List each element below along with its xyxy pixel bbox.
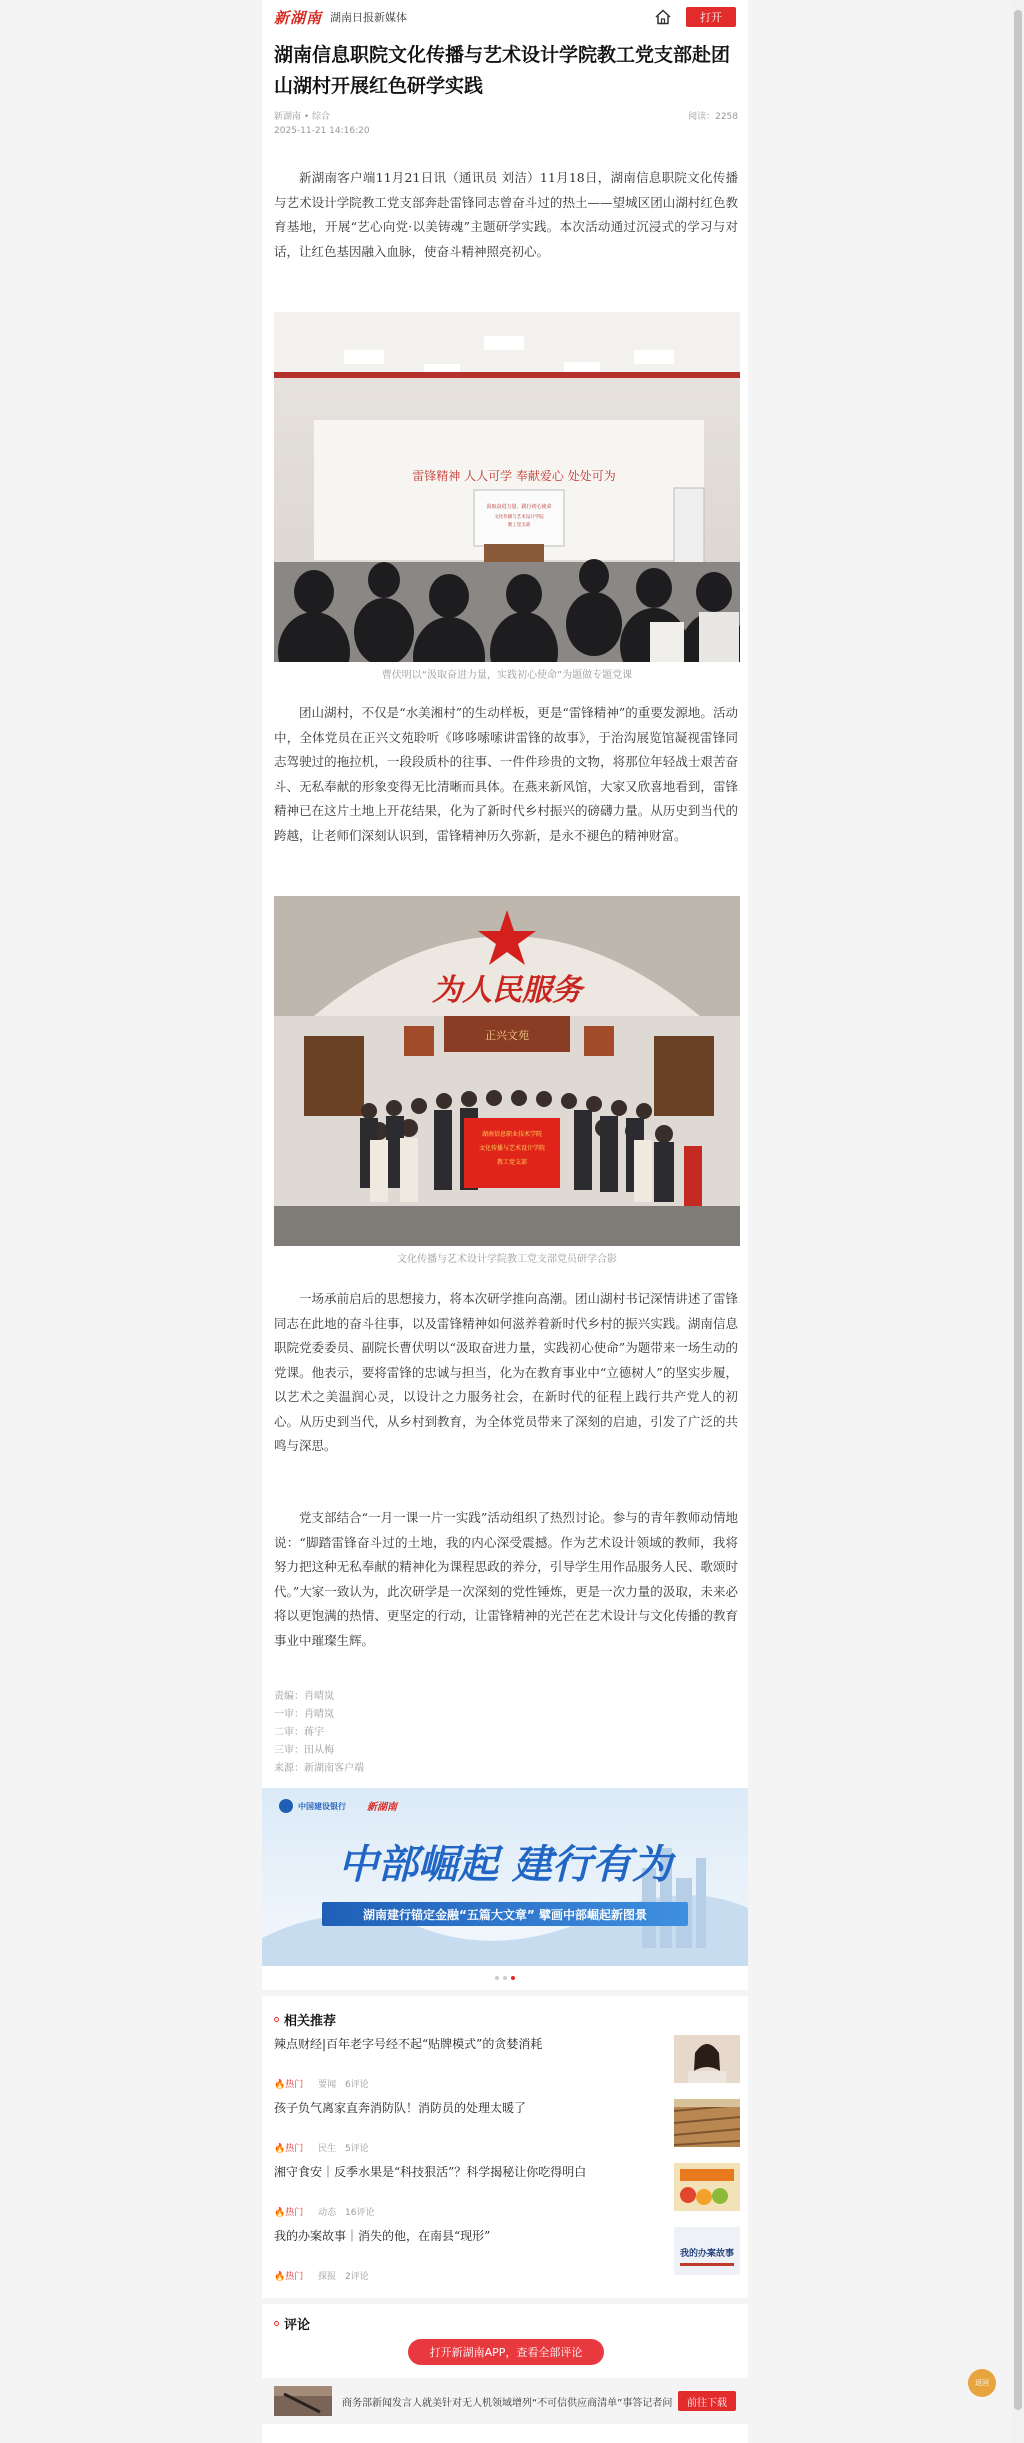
read-count: 阅读：2258 bbox=[688, 112, 738, 122]
article-page bbox=[262, 0, 748, 2443]
hot-badge: 🔥热门 bbox=[274, 2144, 304, 2154]
rec-title[interactable]: 孩子负气离家直奔消防队！消防员的处理太暖了 bbox=[274, 2101, 527, 2115]
rec-tag: 要闻 bbox=[318, 2080, 337, 2090]
article-source: 新湖南 • 综合 bbox=[274, 112, 331, 122]
article-title: 湖南信息职院文化传播与艺术设计学院教工党支部赴团山湖村开展红色研学实践 bbox=[274, 44, 731, 97]
rec-meta bbox=[274, 2205, 380, 2218]
article-paragraph: 新湖南客户端11月21日讯（通讯员 刘洁）11月18日，湖南信息职院文化传播与艺术设计学院教工党支部奔赴雷锋同志曾奋斗过的热土——望城区团山湖村红色教育基地，开展“艺心向党·以美铸魂”主题研学实践。本次活动通过沉浸式的学习与对话，让红色基因融入血脉，使奋斗精神照亮初心。 bbox=[274, 170, 738, 259]
rec-title[interactable]: 我的办案故事｜消失的他，在南县“现形” bbox=[274, 2229, 491, 2243]
credit-line: 责编：肖晴岚 bbox=[274, 1691, 334, 1702]
page-scrollbar[interactable] bbox=[1012, 0, 1024, 2443]
banner-headline: 中部崛起 建行有为 bbox=[338, 1841, 672, 1888]
wall-banner-text: 雷锋精神 人人可学 奉献爱心 处处可为 bbox=[412, 469, 616, 483]
article-paragraph: 党支部结合“一月一课一片一实践”活动组织了热烈讨论。参与的青年教师动情地说：“脚踏雷锋奋斗过的土地，我的内心深受震撼。作为艺术设计领域的教师，我将努力把这种无私奉献的精神化为课程思政的养分，引导学生用作品服务人民、歌颂时代。”大家一致认为，此次研学是一次深刻的党性锤炼，更是一次力量的汲取，未来必将以更饱满的热情、更坚定的行动，让雷锋精神的光芒在艺术设计与文化传播的教育事业中璀璨生辉。 bbox=[274, 1510, 738, 1648]
bottom-news-bar[interactable] bbox=[262, 2378, 748, 2424]
ad-banner[interactable] bbox=[262, 1788, 748, 1966]
article-photo-lecture[interactable] bbox=[274, 312, 740, 662]
hot-label: 热门 bbox=[285, 2272, 304, 2282]
hot-label: 热门 bbox=[285, 2208, 304, 2218]
app-logo[interactable]: 新湖南 bbox=[274, 8, 323, 27]
flag-text-2: 文化传播与艺术设计学院 bbox=[478, 1145, 546, 1152]
screen-text-1: 汲取奋进力量，践行初心使命 bbox=[486, 504, 552, 510]
scrollbar-thumb[interactable] bbox=[1014, 10, 1022, 2410]
rec-meta bbox=[274, 2269, 375, 2282]
rec-title[interactable]: 湘守食安｜反季水果是“科技狠活”？科学揭秘让你吃得明白 bbox=[274, 2165, 587, 2179]
rec-meta bbox=[274, 2141, 375, 2154]
screen-text-3: 教工党支部 bbox=[507, 523, 531, 528]
recommend-title: 相关推荐 bbox=[284, 2014, 337, 2029]
list-item[interactable] bbox=[274, 2163, 740, 2227]
editor-credits bbox=[274, 1688, 364, 1778]
banner-dot-active[interactable] bbox=[511, 1976, 515, 1980]
download-button[interactable]: 前往下载 bbox=[678, 2391, 736, 2411]
rec-tag: 民生 bbox=[318, 2144, 337, 2154]
thumb-text: 我的办案故事 bbox=[679, 2249, 735, 2259]
recommend-header bbox=[274, 2010, 336, 2029]
list-item[interactable] bbox=[274, 2035, 740, 2099]
banner-pagination bbox=[262, 1976, 748, 1980]
section-dot-icon bbox=[274, 2321, 279, 2326]
bank-name: 中国建设银行 bbox=[298, 1802, 346, 1811]
article-meta bbox=[274, 109, 738, 136]
rec-thumbnail[interactable] bbox=[674, 2099, 740, 2147]
section-divider bbox=[262, 2298, 748, 2304]
rec-tag: 探报 bbox=[318, 2272, 337, 2282]
banner-dot[interactable] bbox=[503, 1976, 507, 1980]
app-subtitle: 湖南日报新媒体 bbox=[330, 11, 408, 24]
rec-thumbnail[interactable] bbox=[674, 2163, 740, 2211]
list-item[interactable] bbox=[274, 2227, 740, 2291]
credit-line: 一审：肖晴岚 bbox=[274, 1709, 334, 1720]
credit-line: 来源：新湖南客户端 bbox=[274, 1763, 364, 1774]
comments-title: 评论 bbox=[284, 2318, 311, 2333]
floating-return-button[interactable]: 返回 bbox=[968, 2369, 996, 2397]
bank-logo-icon bbox=[279, 1799, 293, 1813]
hot-badge: 🔥热门 bbox=[274, 2272, 304, 2282]
rec-meta bbox=[274, 2077, 375, 2090]
door-sign-text: 正兴文苑 bbox=[485, 1029, 529, 1042]
hot-label: 热门 bbox=[285, 2144, 304, 2154]
photo-caption: 文化传播与艺术设计学院教工党支部党员研学合影 bbox=[397, 1254, 617, 1265]
rec-comments: 5评论 bbox=[345, 2144, 369, 2154]
credit-line: 三审：田从梅 bbox=[274, 1745, 334, 1756]
rec-title[interactable]: 辣点财经|百年老字号经不起“贴牌模式”的贪婪消耗 bbox=[274, 2037, 543, 2051]
section-dot-icon bbox=[274, 2017, 279, 2022]
photo-caption: 曹伏明以“汲取奋进力量，实践初心使命”为题做专题党课 bbox=[381, 670, 633, 681]
rec-comments: 16评论 bbox=[345, 2208, 375, 2218]
hot-badge: 🔥热门 bbox=[274, 2080, 304, 2090]
flag-text-3: 教工党支部 bbox=[496, 1159, 528, 1166]
bottom-thumbnail[interactable] bbox=[274, 2386, 332, 2416]
screen-text-2: 文化传播与艺术设计学院 bbox=[494, 515, 544, 520]
building-sign-text: 为人民服务 bbox=[432, 973, 582, 1008]
rec-tag: 动态 bbox=[318, 2208, 337, 2218]
partner-logo: 新湖南 bbox=[367, 1802, 397, 1813]
rec-thumbnail[interactable] bbox=[674, 2035, 740, 2083]
top-bar bbox=[262, 0, 748, 34]
comments-header bbox=[274, 2314, 310, 2333]
rec-comments: 6评论 bbox=[345, 2080, 369, 2090]
publish-date: 2025-11-21 14:16:20 bbox=[274, 126, 370, 136]
open-app-button[interactable]: 打开 bbox=[686, 7, 736, 27]
section-divider bbox=[262, 1990, 748, 1996]
home-icon[interactable] bbox=[654, 8, 672, 26]
rec-thumbnail[interactable] bbox=[674, 2227, 740, 2275]
banner-dot[interactable] bbox=[495, 1976, 499, 1980]
article-paragraph: 一场承前启后的思想接力，将本次研学推向高潮。团山湖村书记深情讲述了雷锋同志在此地的奋斗往事，以及雷锋精神如何滋养着新时代乡村的振兴实践。湖南信息职院党委委员、副院长曹伏明以“汲取奋进力量，实践初心使命”为题带来一场生动的党课。他表示，要将雷锋的忠诚与担当，化为在教育事业中“立德树人”的坚实步履，以艺术之美温润心灵，以设计之力服务社会，在新时代的征程上践行共产党人的初心。从历史到当代，从乡村到教育，为全体党员带来了深刻的启迪，引发了广泛的共鸣与深思。 bbox=[274, 1291, 738, 1453]
credit-line: 二审：蒋宇 bbox=[274, 1727, 324, 1738]
article-photo-group[interactable] bbox=[274, 896, 740, 1246]
flag-text-1: 湖南信息职业技术学院 bbox=[481, 1131, 543, 1138]
bottom-news-text[interactable]: 商务部新闻发言人就美针对无人机领域增列“不可信供应商清单”事答记者问 bbox=[342, 2397, 673, 2409]
list-item[interactable] bbox=[274, 2099, 740, 2163]
hot-label: 热门 bbox=[285, 2080, 304, 2090]
hot-badge: 🔥热门 bbox=[274, 2208, 304, 2218]
open-app-comments-button[interactable]: 打开新湖南APP，查看全部评论 bbox=[408, 2339, 604, 2365]
rec-comments: 2评论 bbox=[345, 2272, 369, 2282]
banner-subline: 湖南建行锚定金融“五篇大文章” 擘画中部崛起新图景 bbox=[363, 1908, 647, 1922]
article-paragraph: 团山湖村，不仅是“水美湘村”的生动样板，更是“雷锋精神”的重要发源地。活动中，全体党员在正兴文苑聆听《哆哆嗦嗦讲雷锋的故事》，于治沟展览馆凝视雷锋同志驾驶过的拖拉机，一段段质朴的往事、一件件珍贵的文物，将那位年轻战士艰苦奋斗、无私奉献的形象变得无比清晰而具体。在燕来新风馆，大家又欣喜地看到，雷锋精神已在这片土地上开花结果，化为了新时代乡村振兴的磅礴力量。从历史到当代的跨越，让老师们深刻认识到，雷锋精神历久弥新，是永不褪色的精神财富。 bbox=[274, 705, 738, 843]
